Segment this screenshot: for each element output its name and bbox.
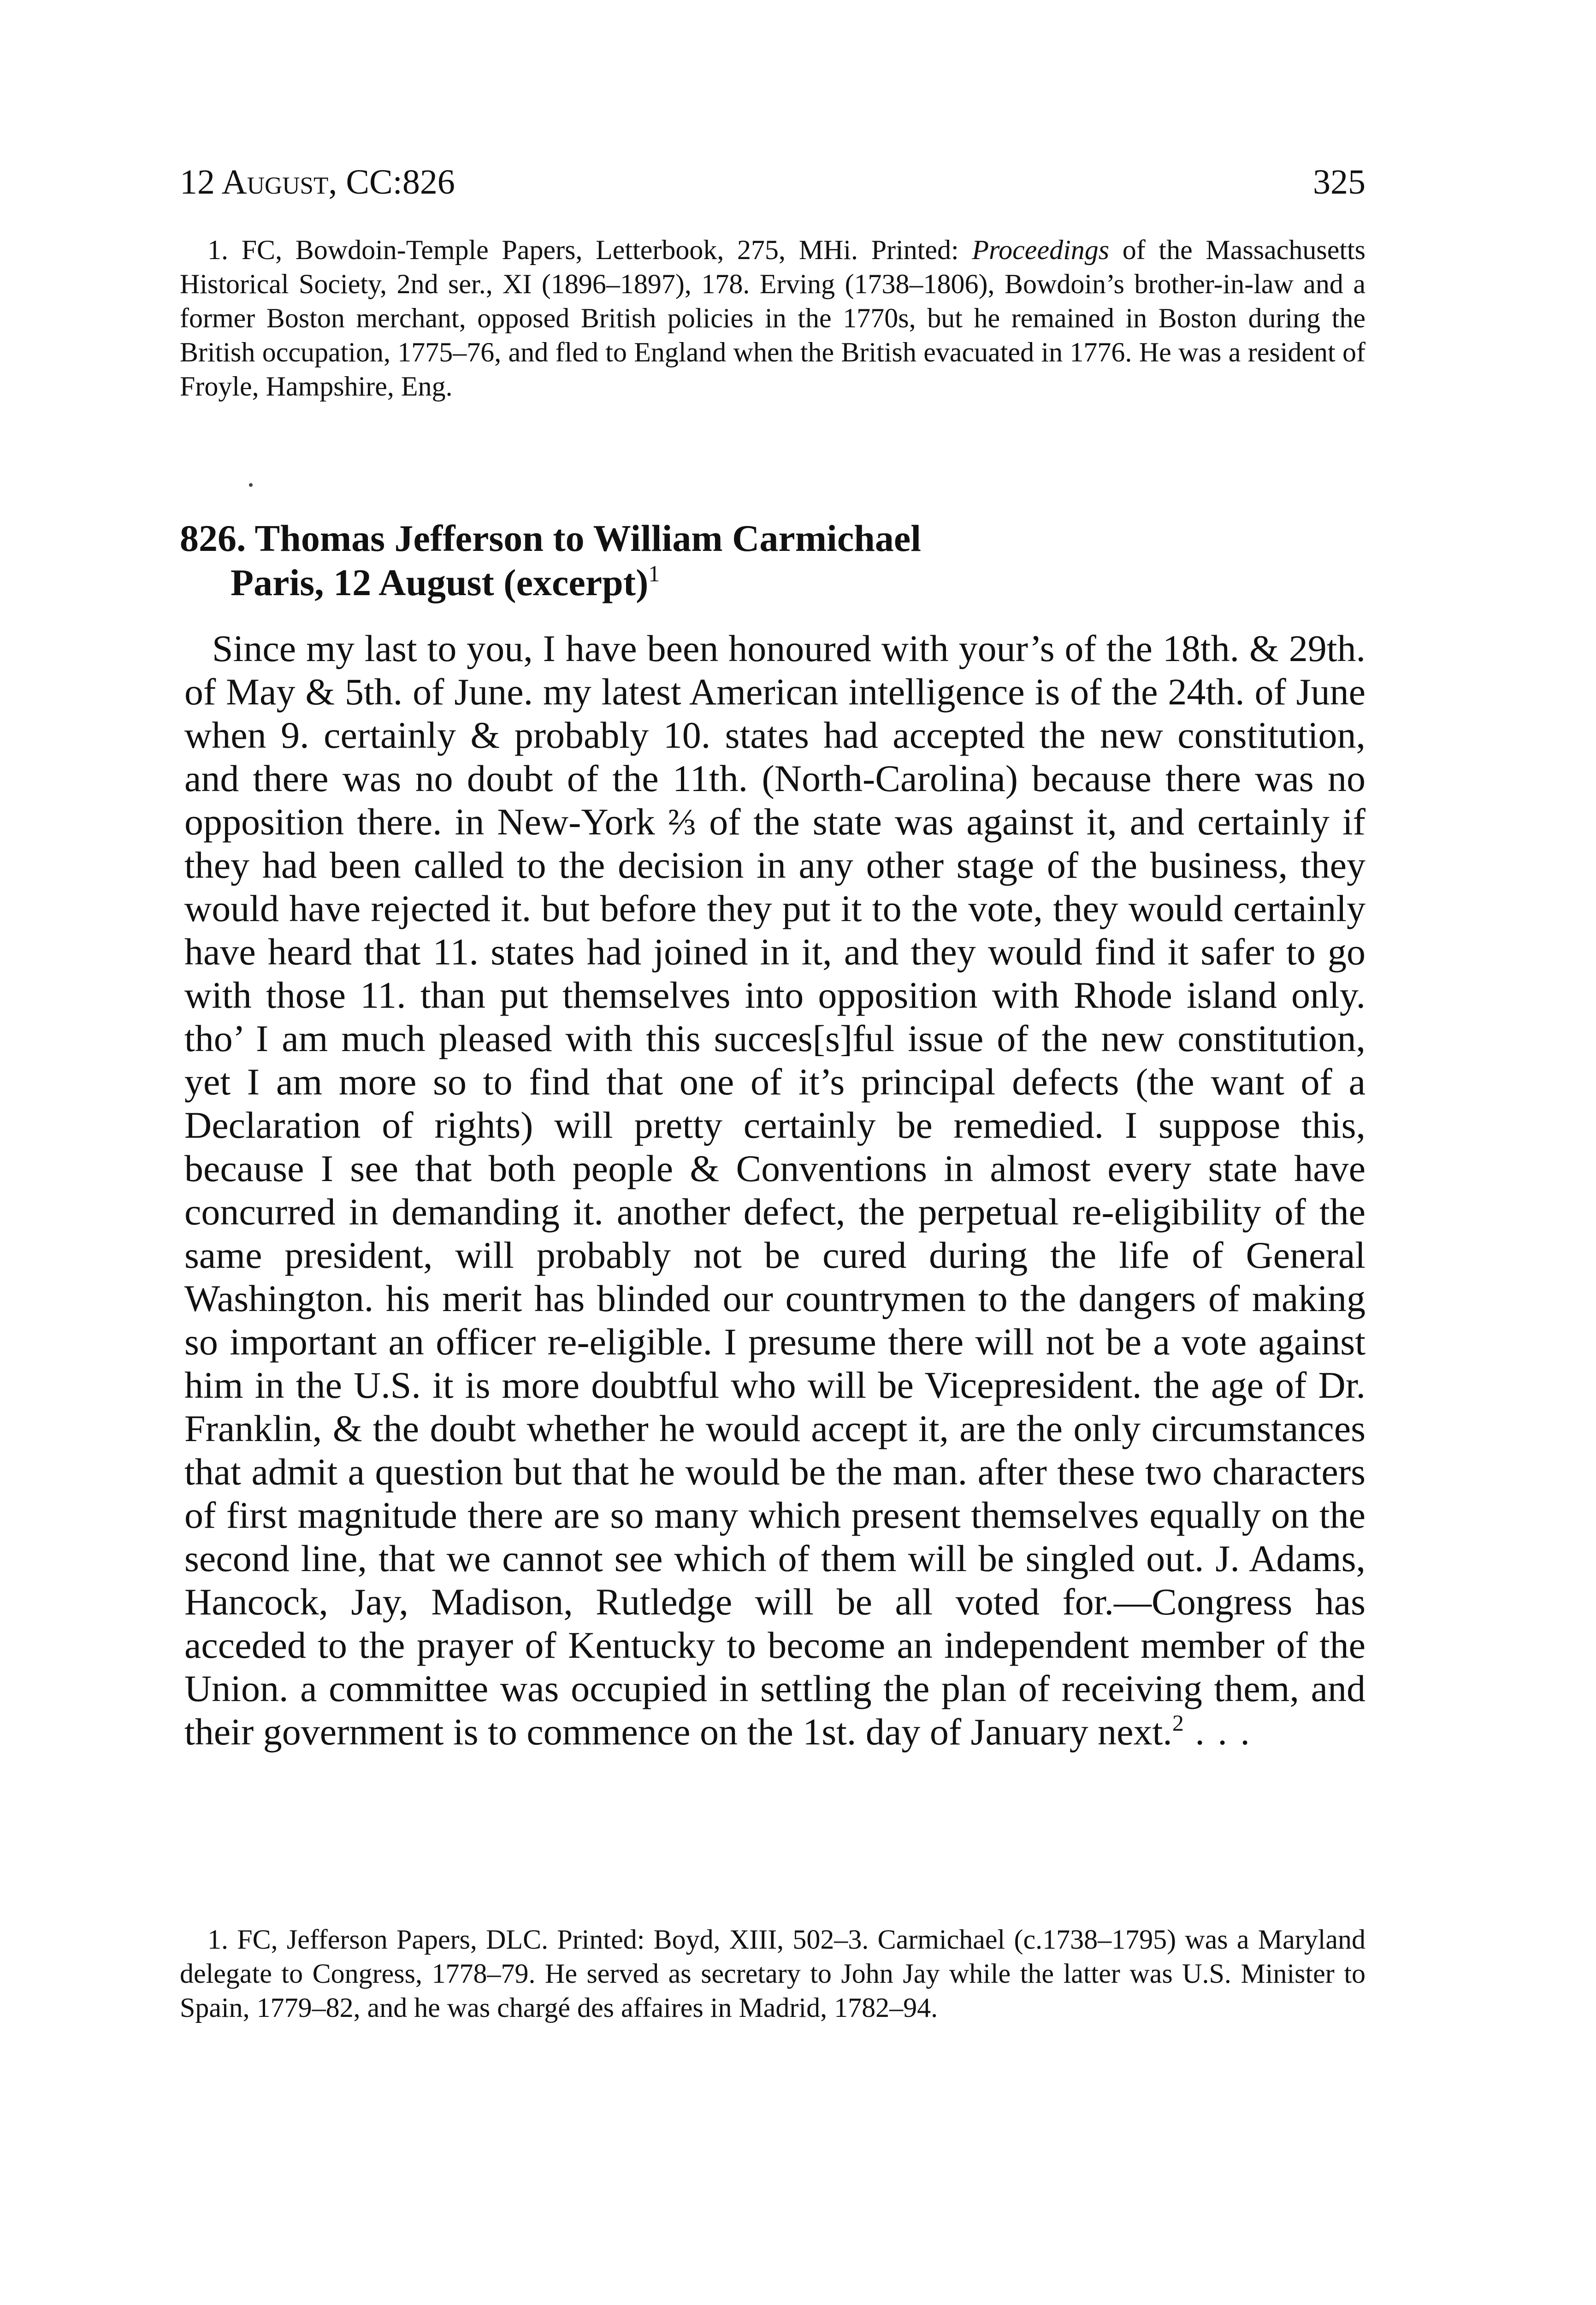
running-head	[180, 161, 1365, 203]
footnote-current-document	[180, 1922, 1365, 2025]
footnote-text: 1. FC, Bowdoin-Temple Papers, Letterbook, 275, MHi. Printed: Proceedings of the Massachusetts Historical Society, 2nd ser., XI (1896–1897), 178. Erving (1738–1806), Bowdoin’s brother-in-law and a former Boston merchant, opposed British policies in the 1770s, but he remained in Boston during the British occupation, 1775–76, and fled to England when the British evacuated in 1776. He was a resident of Froyle, Hampshire, Eng.	[180, 235, 1366, 402]
document-heading	[180, 516, 1365, 605]
letter-paragraph: Since my last to you, I have been honoured with your’s of the 18th. & 29th. of May & 5th. of June. my latest American intelligence is of the 24th. of June when 9. certainly & probably 10. states had accepted the new constitution, and there was no doubt of the 11th. (North-Carolina) because there was no opposition there. in New-York ⅔ of the state was against it, and certainly if they had been called to the decision in any other stage of the business, they would have rejected it. but before they put it to the vote, they would certainly have heard that 11. states had joined in it, and they would find it safer to go with those 11. than put themselves into opposition with Rhode island only. tho’ I am much pleased with this succes[s]ful issue of the new constitution, yet I am more so to find that one of it’s principal defects (the want of a Declaration of rights) will pretty certainly be remedied. I suppose this, because I see that both people & Conventions in almost every state have concurred in demanding it. another defect, the perpetual re-eligibility of the same president, will probably not be cured during the life of General Washington. his merit has blinded our countrymen to the dangers of making so important an officer re-eligible. I presume there will not be a vote against him in the U.S. it is more doubtful who will be Vicepresident. the age of Dr. Franklin, & the doubt whether he would accept it, are the only circumstances that admit a question but that he would be the man. after these two characters of first magnitude there are so many which present themselves equally on the second line, that we cannot see which of them will be singled out. J. Adams, Hancock, Jay, Madison, Rutledge will be all voted for.—Congress has acceded to the prayer of Kentucky to become an independent member of the Union. a committee was occupied in settling the plan of receiving them, and their government is to commence on the 1st. day of January next.$^2$ . . .	[184, 627, 1365, 1753]
footnote-number: 1.	[207, 235, 228, 265]
page-number: 325	[1313, 163, 1365, 201]
heading-title: 826. Thomas Jefferson to William Carmichael	[180, 517, 922, 559]
running-head-title: 12 August, CC:826	[180, 163, 455, 201]
footnote-previous-document	[180, 233, 1365, 403]
heading-place-date: Paris, 12 August (excerpt)	[231, 561, 649, 603]
letter-body	[184, 627, 1365, 1754]
body-note-ref: 2	[1172, 1710, 1184, 1736]
heading-note-ref: 1	[648, 561, 660, 586]
footnote-number: 1.	[207, 1924, 228, 1955]
stray-mark	[249, 483, 253, 487]
journal-title: Proceedings	[972, 235, 1110, 265]
footnote-text: 1. FC, Jefferson Papers, DLC. Printed: Boyd, XIII, 502–3. Carmichael (c.1738–1795) was a Maryland delegate to Congress, 1778–79. He served as secretary to John Jay while the latter was U.S. Minister to Spain, 1779–82, and he was chargé des affaires in Madrid, 1782–94.	[180, 1924, 1365, 2023]
